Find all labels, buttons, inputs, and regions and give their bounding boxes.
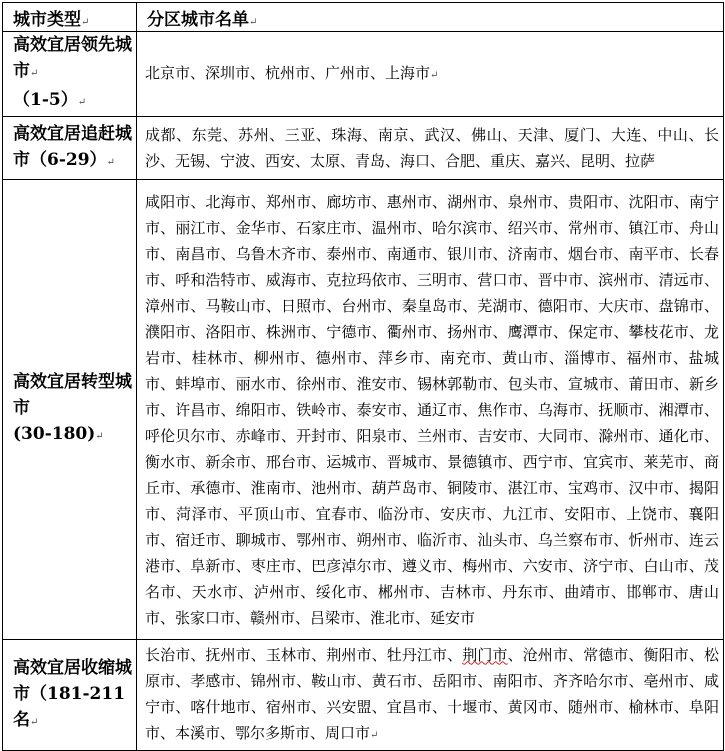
return-mark-icon: ↵	[30, 68, 39, 79]
return-mark-icon: ↵	[30, 716, 39, 728]
city-type-cell	[3, 180, 137, 640]
return-mark-icon: ↵	[95, 431, 104, 442]
city-type-cell	[3, 640, 137, 751]
table-header-row	[3, 3, 724, 32]
table-row	[3, 32, 724, 117]
city-type-name: 高效宜居领先城市	[13, 35, 132, 81]
city-type-range: （1-5）↵	[13, 90, 87, 110]
city-type-cell	[3, 32, 137, 117]
city-type-name: 高效宜居转型城市	[13, 372, 132, 418]
city-type-cell	[3, 117, 137, 180]
return-mark-icon: ↵	[249, 16, 258, 28]
city-list-cell	[137, 180, 724, 640]
city-type-name: 高效宜居追赶城市（6-29）	[13, 123, 132, 170]
city-classification-table	[2, 2, 724, 751]
city-list-text: 成都、东莞、苏州、三亚、珠海、南京、武汉、佛山、天津、厦门、大连、中山、长沙、无锡、宁波、西安、太原、青岛、海口、合肥、重庆、嘉兴、昆明、拉萨	[145, 126, 719, 170]
city-type-range: (30-180)↵	[13, 424, 104, 444]
table-row	[3, 180, 724, 640]
city-type-name: 高效宜居收缩城市（181-211名	[13, 657, 132, 730]
return-mark-icon: ↵	[81, 16, 90, 28]
city-list-cell	[137, 117, 724, 180]
return-mark-icon: ↵	[106, 156, 115, 168]
header-city-type-label: 城市类型	[13, 9, 81, 30]
city-list-cell	[137, 640, 724, 751]
city-list-text: 长治市、抚州市、玉林市、荆州市、牡丹江市、荆门市、沧州市、常德市、衡阳市、松原市、孝感市、锦州市、鞍山市、黄石市、岳阳市、南阳市、齐齐哈尔市、亳州市、咸宁市、喀什地市、宿州市、兴安盟、宜昌市、十堰市、黄冈市、随州市、榆林市、阜阳市、本溪市、鄂尔多斯市、周口市	[145, 645, 719, 742]
return-mark-icon: ↵	[370, 729, 379, 741]
header-city-list-label: 分区城市名单	[147, 9, 249, 30]
return-mark-icon: ↵	[77, 97, 87, 108]
spellcheck-underline: 荆门市	[462, 645, 508, 664]
header-city-type	[3, 3, 137, 32]
return-mark-icon: ↵	[430, 69, 439, 81]
city-list-text: 咸阳市、北海市、郑州市、廊坊市、惠州市、湖州市、泉州市、贵阳市、沈阳市、南宁市、丽江市、金华市、石家庄市、温州市、哈尔滨市、绍兴市、常州市、镇江市、舟山市、南昌市、乌鲁木齐市、泰州市、南通市、银川市、济南市、烟台市、南平市、长春市、呼和浩特市、威海市、克拉玛依市、三明市、营口市、晋中市、滨州市、清远市、漳州市、马鞍山市、日照市、台州市、秦皇岛市、芜湖市、德阳市、大庆市、盘锦市、濮阳市、洛阳市、株洲市、宁德市、衢州市、扬州市、鹰潭市、保定市、攀枝花市、龙岩市、桂林市、柳州市、德州市、萍乡市、南充市、黄山市、淄博市、福州市、盐城市、蚌埠市、丽水市、徐州市、淮安市、锡林郭勒市、包头市、宣城市、莆田市、新乡市、许昌市、绵阳市、铁岭市、泰安市、通辽市、焦作市、乌海市、抚顺市、湘潭市、呼伦贝尔市、赤峰市、开封市、阳泉市、兰州市、吉安市、大同市、滁州市、通化市、衡水市、新余市、邢台市、运城市、晋城市、景德镇市、西宁市、宜宾市、莱芜市、商丘市、承德市、淮南市、池州市、葫芦岛市、铜陵市、湛江市、宝鸡市、汉中市、揭阳市、菏泽市、平顶山市、宜春市、临汾市、安庆市、九江市、安阳市、上饶市、襄阳市、宿迁市、聊城市、鄂州市、朔州市、临沂市、汕头市、乌兰察布市、忻州市、连云港市、阜新市、枣庄市、巴彦淖尔市、遵义市、梅州市、六安市、济宁市、白山市、茂名市、天水市、泸州市、绥化市、郴州市、吉林市、丹东市、曲靖市、邯郸市、唐山市、张家口市、赣州市、吕梁市、淮北市、延安市	[145, 192, 719, 627]
city-list-cell	[137, 32, 724, 117]
table-row	[3, 117, 724, 180]
table-row	[3, 640, 724, 751]
city-list-text: 北京市、深圳市、杭州市、广州市、上海市	[145, 63, 431, 82]
header-city-list	[137, 3, 724, 32]
